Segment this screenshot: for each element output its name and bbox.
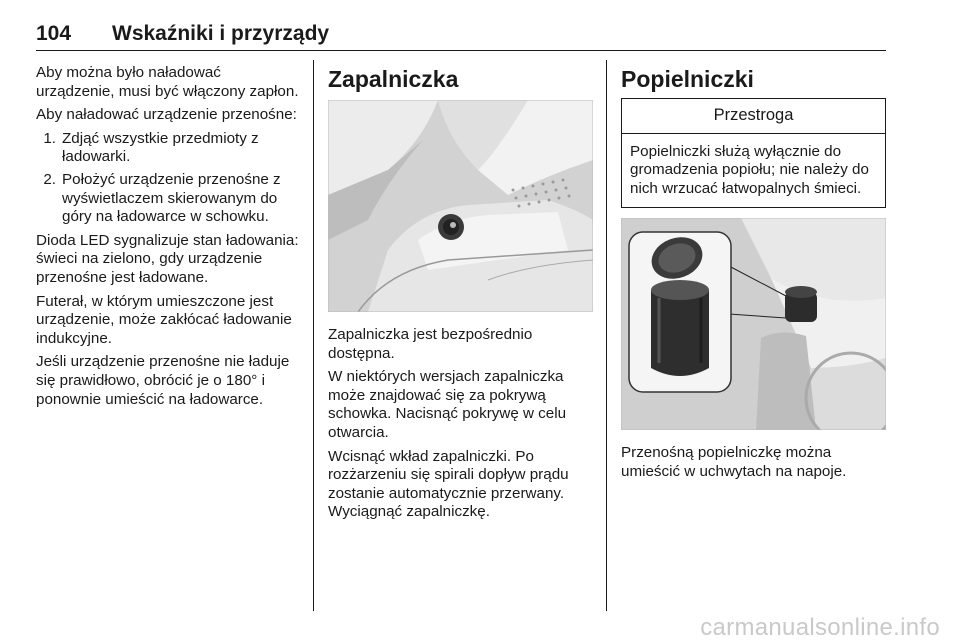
ashtray-illustration bbox=[621, 218, 886, 430]
step-number: 1. bbox=[43, 129, 56, 147]
caution-box bbox=[621, 98, 886, 208]
paragraph: Futerał, w którym umieszczone jest urządzenie, może zakłócać ładowanie indukcyjne. bbox=[36, 292, 292, 347]
column-2 bbox=[328, 64, 593, 527]
page-header bbox=[36, 22, 886, 52]
caution-text: Popielniczki służą wyłącznie do gromadzenia popiołu; nie należy do nich wrzucać łatwopalnych śmieci. bbox=[630, 142, 869, 197]
step-number: 2. bbox=[43, 170, 56, 188]
paragraph: W niektórych wersjach zapalniczka może znajdować się za pokrywą schowka. Nacisnąć pokrywę w celu otwarcia. bbox=[328, 368, 567, 441]
column-divider-2 bbox=[606, 60, 607, 611]
steps-list bbox=[36, 130, 301, 227]
list-item bbox=[36, 171, 301, 227]
column-1 bbox=[36, 64, 301, 414]
paragraph: Dioda LED sygnalizuje stan ładowania: świeci na zielono, gdy urządzenie przenośne jest ładowane. bbox=[36, 231, 299, 286]
cigarette-lighter-illustration bbox=[328, 100, 593, 312]
section-heading-lighter: Zapalniczka bbox=[328, 66, 459, 92]
column-3 bbox=[621, 64, 886, 487]
paragraph: Aby można było naładować urządzenie, musi być włączony zapłon. bbox=[36, 64, 299, 100]
paragraph: Przenośną popielniczkę można umieścić w uchwytach na napoje. bbox=[621, 444, 847, 480]
step-text: Zdjąć wszystkie przedmioty z ładowarki. bbox=[62, 129, 259, 166]
list-item bbox=[36, 130, 301, 167]
caution-title: Przestroga bbox=[622, 99, 885, 134]
paragraph: Wcisnąć wkład zapalniczki. Po rozżarzeniu się spirali dopływ prądu zostanie automatycznie przerwany. Wyciągnąć zapalniczkę. bbox=[328, 447, 569, 521]
page-number: 104 bbox=[36, 22, 72, 45]
step-text: Położyć urządzenie przenośne z wyświetlaczem skierowanym do góry na ładowarce w schowku. bbox=[62, 170, 281, 226]
page-title: Wskaźniki i przyrządy bbox=[112, 22, 330, 45]
paragraph: Jeśli urządzenie przenośne nie ładuje się prawidłowo, obrócić je o 180° i ponownie umieścić na ładowarce. bbox=[36, 353, 290, 408]
paragraph: Aby naładować urządzenie przenośne: bbox=[36, 106, 297, 124]
watermark: carmanualsonline.info bbox=[700, 614, 940, 641]
section-heading-ashtrays: Popielniczki bbox=[621, 66, 754, 92]
column-divider-1 bbox=[313, 60, 314, 611]
header-rule bbox=[36, 50, 886, 51]
paragraph: Zapalniczka jest bezpośrednio dostępna. bbox=[328, 326, 533, 362]
